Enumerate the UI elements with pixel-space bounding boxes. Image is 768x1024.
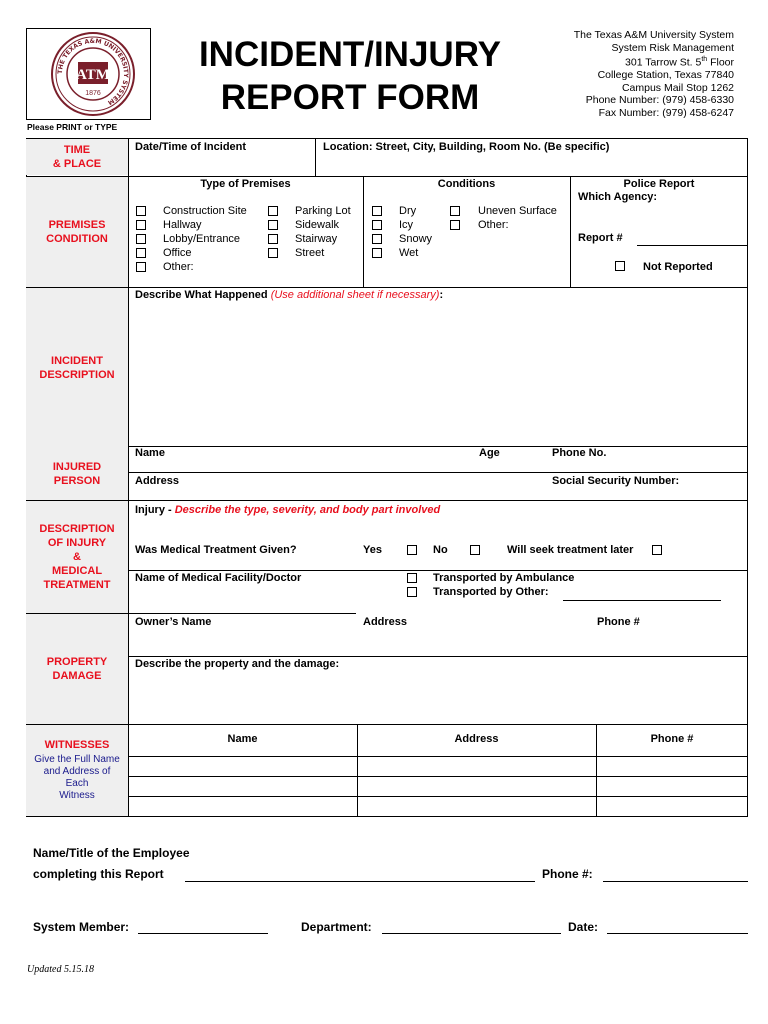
print-note: Please PRINT or TYPE — [27, 122, 118, 132]
not-reported-label: Not Reported — [643, 261, 713, 273]
option-uneven-surface: Uneven Surface — [478, 205, 557, 217]
checkbox-hallway[interactable] — [136, 220, 146, 230]
label-injury: DESCRIPTION OF INJURY & MEDICAL TREATMENT — [26, 501, 128, 613]
treatment-later-checkbox[interactable] — [652, 545, 662, 555]
injured-phone-field[interactable]: Phone No. — [552, 447, 607, 459]
form-title-line1: INCIDENT/INJURY — [198, 35, 502, 74]
describe-what-happened-label[interactable]: Describe What Happened (Use additional sheet if necessary): — [135, 289, 444, 301]
checkbox-icy[interactable] — [372, 220, 382, 230]
svg-text:THE TEXAS A&M UNIVERSITY SYSTE: THE TEXAS A&M UNIVERSITY SYSTEM — [56, 37, 130, 106]
treatment-yes-checkbox[interactable] — [407, 545, 417, 555]
checkbox-condition-other[interactable] — [450, 220, 460, 230]
witness-phone-header: Phone # — [650, 733, 694, 745]
owner-phone-field[interactable]: Phone # — [597, 616, 640, 628]
report-number-field[interactable] — [637, 245, 748, 246]
address-line: Campus Mail Stop 1262 — [621, 81, 734, 94]
owner-address-field[interactable]: Address — [363, 616, 408, 628]
medical-treatment-question: Was Medical Treatment Given? — [135, 544, 297, 556]
other-transport-label: Transported by Other: — [433, 586, 549, 598]
employee-name-field[interactable] — [185, 881, 535, 882]
date-field[interactable] — [607, 933, 748, 934]
updated-note: Updated 5.15.18 — [27, 964, 94, 975]
checkbox-dry[interactable] — [372, 206, 382, 216]
checkbox-lobby[interactable] — [136, 234, 146, 244]
address-line: System Risk Management — [611, 41, 734, 54]
injured-age-field[interactable]: Age — [479, 447, 500, 459]
option-premises-other: Other: — [163, 261, 194, 273]
checkbox-construction-site[interactable] — [136, 206, 146, 216]
option-dry: Dry — [399, 205, 417, 217]
employee-label-line2: completing this Report — [33, 867, 164, 881]
witness-address-header: Address — [454, 733, 499, 745]
treatment-yes-label: Yes — [363, 544, 382, 556]
address-line: College Station, Texas 77840 — [597, 69, 734, 81]
address-line: 301 Tarrow St. 5th Floor — [625, 56, 734, 69]
police-report-header: Police Report — [623, 178, 695, 190]
treatment-no-label: No — [433, 544, 448, 556]
system-address-block — [520, 29, 734, 119]
injured-address-field[interactable]: Address — [135, 475, 180, 487]
department-label: Department: — [301, 920, 372, 934]
location-field[interactable]: Location: Street, City, Building, Room No. (Be specific) — [323, 141, 610, 153]
option-parking-lot: Parking Lot — [295, 205, 351, 217]
system-member-label: System Member: — [33, 920, 130, 934]
option-condition-other: Other: — [478, 219, 509, 231]
option-icy: Icy — [399, 219, 414, 231]
type-of-premises-header: Type of Premises — [200, 178, 291, 190]
treatment-later-label: Will seek treatment later — [507, 544, 634, 556]
checkbox-premises-other[interactable] — [136, 262, 146, 272]
option-wet: Wet — [399, 247, 419, 259]
label-premises: PREMISES CONDITION — [26, 177, 128, 287]
svg-text:ATM: ATM — [76, 67, 110, 83]
date-time-field[interactable]: Date/Time of Incident — [135, 141, 247, 153]
conditions-header: Conditions — [437, 178, 496, 190]
witness-row[interactable] — [129, 777, 747, 796]
label-time-place: TIME & PLACE — [26, 139, 128, 175]
checkbox-snowy[interactable] — [372, 234, 382, 244]
label-property: PROPERTY DAMAGE — [26, 614, 128, 724]
other-transport-checkbox[interactable] — [407, 587, 417, 597]
option-snowy: Snowy — [399, 233, 433, 245]
address-line: Phone Number: (979) 458-6330 — [585, 94, 734, 106]
witness-row[interactable] — [129, 757, 747, 776]
checkbox-office[interactable] — [136, 248, 146, 258]
treatment-no-checkbox[interactable] — [470, 545, 480, 555]
witness-row[interactable] — [129, 797, 747, 816]
address-line: The Texas A&M University System — [573, 29, 734, 41]
option-sidewalk: Sidewalk — [295, 219, 340, 231]
medical-facility-field[interactable]: Name of Medical Facility/Doctor — [135, 572, 302, 584]
university-seal — [38, 31, 148, 117]
option-hallway: Hallway — [163, 219, 202, 231]
injured-ssn-field[interactable]: Social Security Number: — [552, 475, 680, 487]
option-office: Office — [163, 247, 192, 259]
other-transport-field[interactable] — [563, 600, 721, 601]
witness-name-header: Name — [227, 733, 258, 745]
label-injured: INJURED PERSON — [26, 448, 128, 500]
checkbox-street[interactable] — [268, 248, 278, 258]
checkbox-parking-lot[interactable] — [268, 206, 278, 216]
owner-name-field[interactable]: Owner’s Name — [135, 616, 212, 628]
label-witnesses: WITNESSES Give the Full Name and Address of Each Witness — [26, 725, 128, 816]
employee-phone-label: Phone #: — [542, 867, 593, 881]
checkbox-sidewalk[interactable] — [268, 220, 278, 230]
injury-description-label[interactable]: Injury - Describe the type, severity, and body part involved — [135, 504, 441, 516]
department-field[interactable] — [382, 933, 561, 934]
employee-phone-field[interactable] — [603, 881, 748, 882]
option-lobby: Lobby/Entrance — [163, 233, 241, 245]
employee-label-line1: Name/Title of the Employee — [33, 846, 190, 860]
form-title-line2: REPORT FORM — [220, 78, 480, 117]
which-agency-label: Which Agency: — [578, 191, 658, 203]
system-member-field[interactable] — [138, 933, 268, 934]
ambulance-label: Transported by Ambulance — [433, 572, 575, 584]
ambulance-checkbox[interactable] — [407, 573, 417, 583]
injured-name-field[interactable]: Name — [135, 447, 165, 459]
date-label: Date: — [568, 920, 599, 934]
label-incident: INCIDENT DESCRIPTION — [26, 288, 128, 448]
checkbox-stairway[interactable] — [268, 234, 278, 244]
option-construction-site: Construction Site — [163, 205, 247, 217]
svg-text:1876: 1876 — [85, 90, 101, 97]
not-reported-checkbox[interactable] — [615, 261, 625, 271]
address-line: Fax Number: (979) 458-6247 — [598, 106, 734, 119]
property-damage-description[interactable]: Describe the property and the damage: — [135, 658, 340, 670]
option-stairway: Stairway — [295, 233, 338, 245]
report-number-label: Report # — [578, 232, 623, 244]
checkbox-wet[interactable] — [372, 248, 382, 258]
checkbox-uneven-surface[interactable] — [450, 206, 460, 216]
option-street: Street — [295, 247, 325, 259]
